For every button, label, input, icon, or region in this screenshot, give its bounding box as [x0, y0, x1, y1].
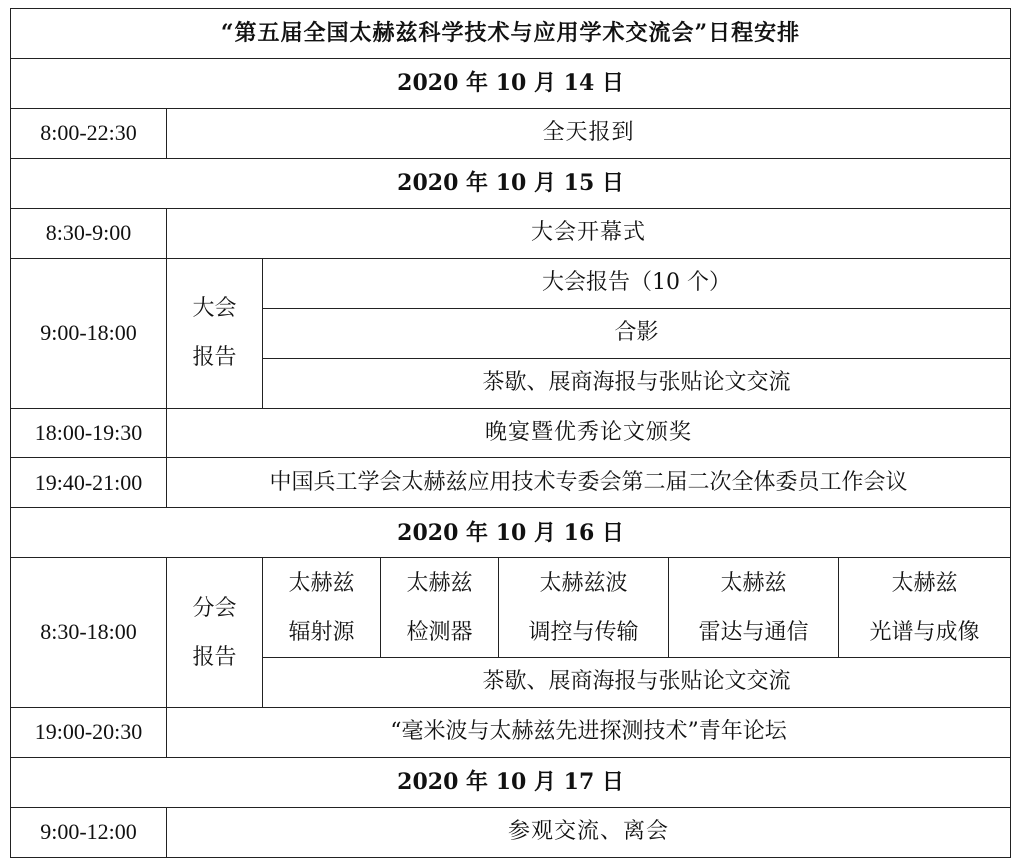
topic-line: 辐射源: [288, 619, 355, 645]
date-row: [11, 757, 1011, 807]
schedule-row: [11, 807, 1011, 857]
event-cell: 全天报到: [167, 108, 1011, 158]
plenary-label: [167, 258, 263, 408]
topic-line: 太赫兹波: [539, 570, 628, 596]
date-header: 2020 年 10 月 15 日: [11, 158, 1011, 208]
session-label: [167, 558, 263, 708]
schedule-row: [11, 208, 1011, 258]
time-cell: 18:00-19:30: [11, 408, 167, 458]
time-cell: 8:30-9:00: [11, 208, 167, 258]
date-header: 2020 年 10 月 14 日: [11, 58, 1011, 108]
session-topic: [669, 558, 839, 658]
event-cell: 大会开幕式: [167, 208, 1011, 258]
topic-line: 雷达与通信: [698, 619, 809, 645]
event-cell: 中国兵工学会太赫兹应用技术专委会第二届二次全体委员工作会议: [167, 458, 1011, 508]
topic-line: 太赫兹: [720, 570, 787, 596]
topic-line: 检测器: [406, 619, 473, 645]
session-topics-row: [11, 558, 1011, 658]
time-cell: 9:00-12:00: [11, 807, 167, 857]
schedule-table: [10, 8, 1011, 858]
plenary-label-line: 报告: [192, 345, 237, 371]
event-cell: 茶歇、展商海报与张贴论文交流: [263, 358, 1011, 408]
time-cell: 8:00-22:30: [11, 108, 167, 158]
date-row: [11, 508, 1011, 558]
time-cell: 19:00-20:30: [11, 707, 167, 757]
topic-line: 光谱与成像: [869, 619, 980, 645]
event-cell: 茶歇、展商海报与张贴论文交流: [263, 658, 1011, 708]
event-cell: 合影: [263, 308, 1011, 358]
schedule-row: [11, 408, 1011, 458]
topic-line: 太赫兹: [288, 570, 355, 596]
topic-line: 太赫兹: [891, 570, 958, 596]
topic-line: 太赫兹: [406, 570, 473, 596]
session-label-line: 分会: [192, 595, 237, 621]
schedule-row: [11, 258, 1011, 308]
event-cell: 晚宴暨优秀论文颁奖: [167, 408, 1011, 458]
session-topic: [263, 558, 381, 658]
date-row: [11, 158, 1011, 208]
date-header: 2020 年 10 月 16 日: [11, 508, 1011, 558]
event-cell: 大会报告（10 个）: [263, 258, 1011, 308]
schedule-row: [11, 108, 1011, 158]
session-topic: [839, 558, 1011, 658]
topic-line: 调控与传输: [528, 619, 639, 645]
title-row: [11, 9, 1011, 59]
session-label-line: 报告: [192, 644, 237, 670]
event-cell: “毫米波与太赫兹先进探测技术”青年论坛: [167, 707, 1011, 757]
schedule-row: [11, 707, 1011, 757]
time-cell: 19:40-21:00: [11, 458, 167, 508]
schedule-title: “第五届全国太赫兹科学技术与应用学术交流会”日程安排: [11, 9, 1011, 59]
session-topic: [381, 558, 499, 658]
schedule-row: [11, 458, 1011, 508]
time-cell: 9:00-18:00: [11, 258, 167, 408]
plenary-label-line: 大会: [192, 296, 237, 322]
date-row: [11, 58, 1011, 108]
time-cell: 8:30-18:00: [11, 558, 167, 708]
event-cell: 参观交流、离会: [167, 807, 1011, 857]
session-topic: [499, 558, 669, 658]
date-header: 2020 年 10 月 17 日: [11, 757, 1011, 807]
